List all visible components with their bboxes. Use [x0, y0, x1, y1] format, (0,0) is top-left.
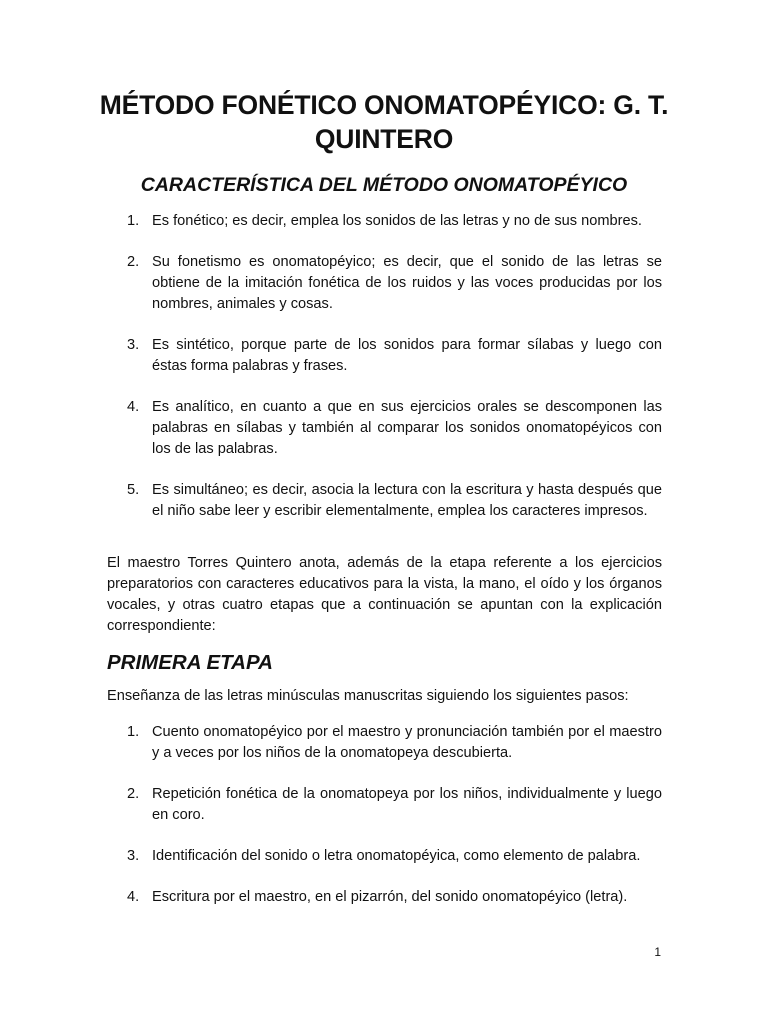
- characteristics-list: [107, 211, 662, 542]
- steps-list: [107, 722, 662, 928]
- list-item: [107, 846, 662, 867]
- list-item: [107, 887, 662, 908]
- list-item: [107, 211, 662, 232]
- list-item-text: Es analítico, en cuanto a que en sus ejercicios orales se descomponen las palabras en sílabas y también al comparar los sonidos onomatopéyicos con los de las palabras.: [152, 399, 662, 457]
- list-item: [107, 335, 662, 377]
- list-item-text: Es fonético; es decir, emplea los sonidos de las letras y no de sus nombres.: [152, 213, 642, 229]
- list-item-text: Escritura por el maestro, en el pizarrón, del sonido onomatopéyico (letra).: [152, 889, 628, 905]
- list-item-number: 3.: [127, 337, 140, 353]
- page-number: 1: [654, 945, 661, 959]
- list-item: [107, 480, 662, 522]
- intro-paragraph: El maestro Torres Quintero anota, además de la etapa referente a los ejercicios preparatorios con caracteres educativos para la vista, la mano, el oído y los órganos vocales, y otras cuatro etapas que a continuación se apuntan con la explicación correspondiente:: [107, 555, 662, 634]
- list-item-number: 2.: [127, 254, 140, 270]
- document-title: MÉTODO FONÉTICO ONOMATOPÉYICO: G. T. QUINTERO: [99, 90, 669, 154]
- list-item: [107, 397, 662, 460]
- list-item-number: 5.: [127, 482, 140, 498]
- list-item-text: Es sintético, porque parte de los sonidos para formar sílabas y luego con éstas forma palabras y frases.: [152, 337, 662, 374]
- section-heading: PRIMERA ETAPA: [107, 651, 273, 674]
- list-item-number: 1.: [127, 213, 140, 229]
- list-item-text: Repetición fonética de la onomatopeya por los niños, individualmente y luego en coro.: [152, 786, 662, 823]
- list-item-number: 3.: [127, 848, 140, 864]
- list-item: [107, 252, 662, 315]
- list-item-text: Identificación del sonido o letra onomatopéyica, como elemento de palabra.: [152, 848, 641, 864]
- list-item-text: Cuento onomatopéyico por el maestro y pronunciación también por el maestro y a veces por los niños de la onomatopeya descubierta.: [152, 724, 662, 761]
- list-item-number: 4.: [127, 399, 140, 415]
- list-item-text: Su fonetismo es onomatopéyico; es decir, que el sonido de las letras se obtiene de la imitación fonética de los ruidos y las voces producidas por los nombres, animales y cosas.: [152, 254, 662, 312]
- list-item-number: 4.: [127, 889, 140, 905]
- list-item: [107, 784, 662, 826]
- list-item-number: 2.: [127, 786, 140, 802]
- list-item-text: Es simultáneo; es decir, asocia la lectura con la escritura y hasta después que el niño sabe leer y escribir elementalmente, emplea los caracteres impresos.: [152, 482, 662, 519]
- stage-paragraph: Enseñanza de las letras minúsculas manuscritas siguiendo los siguientes pasos:: [107, 688, 629, 704]
- list-item: [107, 722, 662, 764]
- list-item-number: 1.: [127, 724, 140, 740]
- section-subtitle: CARACTERÍSTICA DEL MÉTODO ONOMATOPÉYICO: [140, 174, 628, 196]
